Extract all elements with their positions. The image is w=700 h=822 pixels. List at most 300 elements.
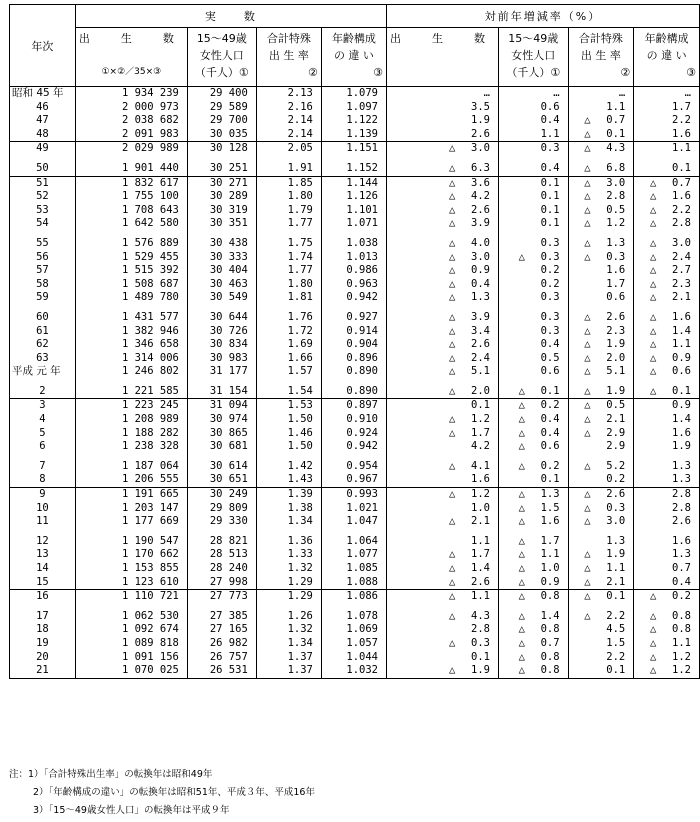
negative-mark-icon: △ [584,351,591,364]
female-population-cell: 27 385 [187,604,256,624]
value: 2.1 [606,413,626,426]
value: 0.3 [540,250,560,263]
age-structure-change-cell [634,365,700,379]
female-population-change-cell: 0.4 [499,156,569,176]
table-row [10,427,700,441]
births-cell: 1 191 665 [75,488,187,502]
value: 5.1 [471,365,490,378]
year-cell: 52 [10,190,76,204]
table-row [10,440,700,454]
value: 0.5 [606,203,626,216]
value: 1.1 [672,636,691,649]
table-row [10,576,700,590]
births-cell: 1 110 721 [75,590,187,604]
female-population-change-cell: 0.2 [499,278,569,292]
negative-mark-icon: △ [518,459,525,472]
value: 1.9 [606,384,626,397]
births-cell: 1 508 687 [75,278,187,292]
tfr-change-cell: 2.9 [568,440,634,454]
female-population-cell: 27 773 [187,590,256,604]
tfr-change-cell [568,217,634,231]
negative-mark-icon: △ [584,127,591,140]
births-cell: 1 489 780 [75,291,187,305]
value: 2.8 [606,190,626,203]
age-structure-change-cell: 1.9 [634,440,700,454]
value: 2.3 [606,324,626,337]
negative-mark-icon: △ [584,338,591,351]
female-population-cell: 30 983 [187,352,256,366]
female-population-change-cell [499,440,569,454]
female-population-change-cell: 0.3 [499,291,569,305]
value: 1.2 [672,650,691,663]
female-population-cell: 30 351 [187,217,256,231]
births-cell: 1 642 580 [75,217,187,231]
negative-mark-icon: △ [650,609,657,622]
births-cell: 1 153 855 [75,562,187,576]
negative-mark-icon: △ [449,562,456,574]
female-population-cell: 30 035 [187,128,256,142]
age-structure-cell: 0.896 [321,352,386,366]
negative-mark-icon: △ [449,338,456,351]
tfr-change-cell: 1.6 [568,264,634,278]
negative-mark-icon: △ [518,488,525,501]
table-row [10,365,700,379]
female-population-change-cell: 0.6 [499,365,569,379]
births-change-cell [387,325,499,339]
female-population-change-cell [499,427,569,441]
female-population-change-cell: 0.1 [499,217,569,231]
tfr-cell: 1.91 [256,156,321,176]
births-cell: 2 029 989 [75,142,187,156]
negative-mark-icon: △ [449,310,456,323]
age-structure-cell: 1.077 [321,548,386,562]
value: 2.2 [672,203,691,216]
births-cell: 1 206 555 [75,473,187,487]
value: 0.7 [540,636,560,649]
value: 1.7 [471,426,490,439]
births-cell: 1 223 245 [75,399,187,413]
age-structure-cell: 1.088 [321,576,386,590]
births-change-cell [387,176,499,190]
tfr-cell: 1.50 [256,413,321,427]
age-structure-cell: 1.079 [321,87,386,101]
female-population-change-cell: 0.5 [499,352,569,366]
negative-mark-icon: △ [449,264,456,277]
births-change-cell [387,488,499,502]
value: 1.2 [471,413,490,426]
age-structure-change-column-header: 年齢構成 の 違 い ③ [634,28,700,87]
tfr-cell: 1.79 [256,204,321,218]
year-cell: 21 [10,664,76,678]
negative-mark-icon: △ [650,277,657,290]
tfr-cell: 1.26 [256,604,321,624]
negative-mark-icon: △ [650,291,657,304]
births-change-cell: 3.5 [387,101,499,115]
negative-mark-icon: △ [449,203,456,216]
value: 0.8 [540,664,560,677]
age-structure-change-cell: 2.8 [634,488,700,502]
age-structure-cell: 1.064 [321,529,386,549]
negative-mark-icon: △ [584,515,591,528]
value: 1.4 [672,324,691,337]
births-cell: 1 832 617 [75,176,187,190]
age-structure-cell: 0.927 [321,305,386,325]
negative-mark-icon: △ [449,277,456,290]
tfr-change-cell [568,325,634,339]
age-structure-change-cell [634,176,700,190]
age-structure-cell: 1.122 [321,114,386,128]
value: 3.9 [471,310,490,323]
value: 4.1 [471,459,490,472]
value: 0.3 [471,636,490,649]
table-row [10,176,700,190]
negative-mark-icon: △ [518,250,525,263]
age-structure-cell: 1.013 [321,251,386,265]
age-structure-cell: 1.086 [321,590,386,604]
table-row [10,379,700,399]
negative-mark-icon: △ [650,250,657,263]
tfr-cell: 1.37 [256,651,321,665]
table-row [10,338,700,352]
tfr-change-cell [568,305,634,325]
negative-mark-icon: △ [584,161,591,174]
value: 4.3 [471,609,490,622]
female-population-change-cell [499,664,569,678]
female-population-change-cell: 0.3 [499,305,569,325]
negative-mark-icon: △ [518,399,525,412]
tfr-change-cell: 4.5 [568,623,634,637]
value: 2.9 [606,426,626,439]
age-structure-cell: 1.021 [321,502,386,516]
value: 1.4 [540,609,560,622]
negative-mark-icon: △ [518,534,525,547]
female-population-change-cell [499,623,569,637]
negative-mark-icon: △ [650,264,657,277]
age-structure-change-cell [634,623,700,637]
tfr-change-cell: 1.7 [568,278,634,292]
value: 1.1 [540,548,560,561]
value: 0.9 [540,575,560,588]
age-structure-cell: 1.032 [321,664,386,678]
table-row [10,562,700,576]
female-population-cell: 30 463 [187,278,256,292]
female-population-cell: 28 513 [187,548,256,562]
tfr-cell: 1.77 [256,264,321,278]
table-row [10,142,700,156]
births-change-cell [387,664,499,678]
tfr-cell: 1.39 [256,488,321,502]
value: 0.4 [540,413,560,426]
births-cell: 1 188 282 [75,427,187,441]
age-structure-change-cell: 2.8 [634,502,700,516]
tfr-cell: 1.38 [256,502,321,516]
year-cell: 14 [10,562,76,576]
tfr-cell: 1.53 [256,399,321,413]
births-cell: 1 190 547 [75,529,187,549]
year-cell: 18 [10,623,76,637]
female-population-cell: 30 438 [187,231,256,251]
female-population-change-cell [499,604,569,624]
footnote-2: 2）「年齢構成の違い」の転換年は昭和51年、平成３年、平成16年 [33,787,315,798]
year-cell: 16 [10,590,76,604]
negative-mark-icon: △ [518,650,525,663]
age-structure-cell: 1.078 [321,604,386,624]
tfr-change-cell [568,576,634,590]
female-population-change-cell [499,413,569,427]
year-cell: 8 [10,473,76,487]
female-population-cell: 30 834 [187,338,256,352]
value: 0.2 [540,399,560,412]
female-population-change-cell [499,399,569,413]
value: 0.8 [540,650,560,663]
age-structure-change-cell: 1.6 [634,128,700,142]
tfr-change-cell [568,413,634,427]
births-cell: 1 091 156 [75,651,187,665]
tfr-change-cell [568,128,634,142]
births-decomposition-table [9,4,700,679]
tfr-cell: 1.76 [256,305,321,325]
births-cell: 1 934 239 [75,87,187,101]
female-population-cell: 31 094 [187,399,256,413]
births-cell: 1 203 147 [75,502,187,516]
births-change-cell [387,190,499,204]
tfr-change-cell: 1.5 [568,637,634,651]
table-row [10,278,700,292]
age-structure-cell: 0.890 [321,379,386,399]
tfr-change-cell [568,190,634,204]
negative-mark-icon: △ [518,440,525,453]
female-population-change-cell: 1.1 [499,128,569,142]
negative-mark-icon: △ [449,176,456,189]
female-population-change-cell: 0.4 [499,114,569,128]
age-structure-change-cell [634,217,700,231]
yoy-change-group-header: 対前年増減率（%） [387,5,700,28]
births-cell: 1 246 802 [75,365,187,379]
female-population-cell: 30 128 [187,142,256,156]
tfr-cell: 1.34 [256,637,321,651]
age-structure-cell: 1.085 [321,562,386,576]
value: 2.4 [471,351,490,364]
tfr-cell: 1.43 [256,473,321,487]
female-population-change-cell: 0.4 [499,338,569,352]
births-cell: 1 382 946 [75,325,187,339]
tfr-column-header: 合計特殊 出 生 率 ② [256,28,321,87]
negative-mark-icon: △ [449,575,456,588]
year-cell: 51 [10,176,76,190]
tfr-cell: 1.36 [256,529,321,549]
age-structure-cell: 1.139 [321,128,386,142]
female-population-cell: 30 271 [187,176,256,190]
age-structure-change-cell [634,637,700,651]
value: 1.2 [471,488,490,501]
age-structure-change-cell [634,251,700,265]
value: 1.6 [540,515,560,528]
births-change-cell: 2.8 [387,623,499,637]
female-population-cell: 30 681 [187,440,256,454]
negative-mark-icon: △ [650,636,657,649]
value: 4.0 [471,236,490,249]
female-population-change-cell: … [499,87,569,101]
female-population-change-cell: 0.2 [499,264,569,278]
tfr-cell: 1.69 [256,338,321,352]
tfr-change-cell [568,562,634,576]
age-structure-cell: 1.069 [321,623,386,637]
tfr-change-cell [568,338,634,352]
value: 3.0 [606,515,626,528]
table-row [10,101,700,115]
value: 0.3 [606,501,626,514]
year-cell: 9 [10,488,76,502]
age-structure-change-cell [634,291,700,305]
age-structure-change-cell [634,231,700,251]
births-column-header: 出 生 数 ①×②／35×③ [75,28,187,87]
tfr-change-cell: 1.3 [568,529,634,549]
value: 1.6 [672,190,691,203]
value: 0.9 [471,264,490,277]
value: 3.0 [471,250,490,263]
births-change-cell [387,548,499,562]
year-cell: 昭和 45 年 [10,87,76,101]
births-cell: 2 000 973 [75,101,187,115]
female-population-cell: 30 614 [187,454,256,474]
value: 2.7 [672,264,691,277]
births-cell: 1 901 440 [75,156,187,176]
negative-mark-icon: △ [449,250,456,263]
age-structure-cell: 0.954 [321,454,386,474]
births-change-cell [387,562,499,576]
female-population-cell: 31 154 [187,379,256,399]
negative-mark-icon: △ [518,575,525,588]
female-population-cell: 29 330 [187,515,256,529]
tfr-cell: 2.14 [256,128,321,142]
female-population-change-cell [499,454,569,474]
value: 2.6 [471,203,490,216]
age-structure-cell: 1.126 [321,190,386,204]
negative-mark-icon: △ [449,365,456,378]
female-population-change-cell [499,637,569,651]
births-change-cell [387,637,499,651]
tfr-change-cell [568,502,634,516]
year-cell: 63 [10,352,76,366]
female-population-change-cell [499,576,569,590]
tfr-cell: 1.42 [256,454,321,474]
value: 2.6 [606,488,626,501]
table-row [10,87,700,101]
tfr-cell: 1.37 [256,664,321,678]
tfr-change-column-header: 合計特殊 出 生 率 ② [568,28,634,87]
age-structure-cell: 0.910 [321,413,386,427]
value: 1.9 [606,338,626,351]
births-change-column-header: 出 生 数 [387,28,499,87]
births-change-cell: 1.6 [387,473,499,487]
value: 0.4 [540,426,560,439]
tfr-cell: 1.77 [256,217,321,231]
negative-mark-icon: △ [584,548,591,561]
female-population-change-cell: 0.1 [499,190,569,204]
table-row [10,291,700,305]
negative-mark-icon: △ [449,426,456,439]
tfr-change-cell [568,379,634,399]
female-population-cell: 30 865 [187,427,256,441]
female-population-cell: 30 549 [187,291,256,305]
tfr-cell: 1.29 [256,590,321,604]
births-change-cell [387,413,499,427]
table-row [10,352,700,366]
negative-mark-icon: △ [518,590,525,603]
year-cell: 13 [10,548,76,562]
negative-mark-icon: △ [650,664,657,677]
tfr-change-cell [568,204,634,218]
births-cell: 2 091 983 [75,128,187,142]
female-population-change-cell: 0.3 [499,231,569,251]
age-structure-change-cell [634,352,700,366]
age-structure-column-header: 年齢構成 の 違 い ③ [321,28,386,87]
births-cell: 1 529 455 [75,251,187,265]
negative-mark-icon: △ [584,142,591,155]
tfr-cell: 1.85 [256,176,321,190]
female-population-cell: 29 589 [187,101,256,115]
female-population-cell: 29 400 [187,87,256,101]
age-structure-change-cell [634,278,700,292]
value: 1.4 [471,562,490,574]
negative-mark-icon: △ [449,324,456,337]
female-population-change-cell [499,379,569,399]
negative-mark-icon: △ [650,384,657,397]
female-population-change-cell: 0.1 [499,176,569,190]
age-structure-change-cell [634,590,700,604]
tfr-change-cell [568,590,634,604]
value: 0.7 [606,114,626,127]
table-row [10,231,700,251]
tfr-cell: 1.34 [256,515,321,529]
age-structure-cell: 1.101 [321,204,386,218]
negative-mark-icon: △ [449,413,456,426]
negative-mark-icon: △ [584,413,591,426]
table-row [10,664,700,678]
female-population-change-column-header: 15～49歳 女性人口 （千人）① [499,28,569,87]
age-structure-change-cell: 0.9 [634,399,700,413]
births-cell: 1 576 889 [75,231,187,251]
value: 0.1 [606,127,626,140]
value: 0.8 [672,623,691,636]
births-cell: 1 170 662 [75,548,187,562]
table-row [10,604,700,624]
tfr-cell: 1.57 [256,365,321,379]
table-row [10,651,700,665]
negative-mark-icon: △ [584,217,591,230]
negative-mark-icon: △ [449,664,456,677]
female-population-cell: 28 821 [187,529,256,549]
births-change-cell [387,352,499,366]
age-structure-change-cell: 0.7 [634,562,700,576]
births-change-cell: 1.0 [387,502,499,516]
negative-mark-icon: △ [449,236,456,249]
age-structure-cell: 0.942 [321,291,386,305]
negative-mark-icon: △ [584,365,591,378]
births-change-cell [387,217,499,231]
year-cell: 62 [10,338,76,352]
negative-mark-icon: △ [518,515,525,528]
value: 2.6 [606,310,626,323]
tfr-cell: 1.54 [256,379,321,399]
negative-mark-icon: △ [650,623,657,636]
tfr-cell: 2.14 [256,114,321,128]
value: 3.0 [471,142,490,155]
tfr-cell: 1.72 [256,325,321,339]
table-body [10,87,700,679]
female-population-change-cell [499,651,569,665]
tfr-cell: 1.32 [256,623,321,637]
